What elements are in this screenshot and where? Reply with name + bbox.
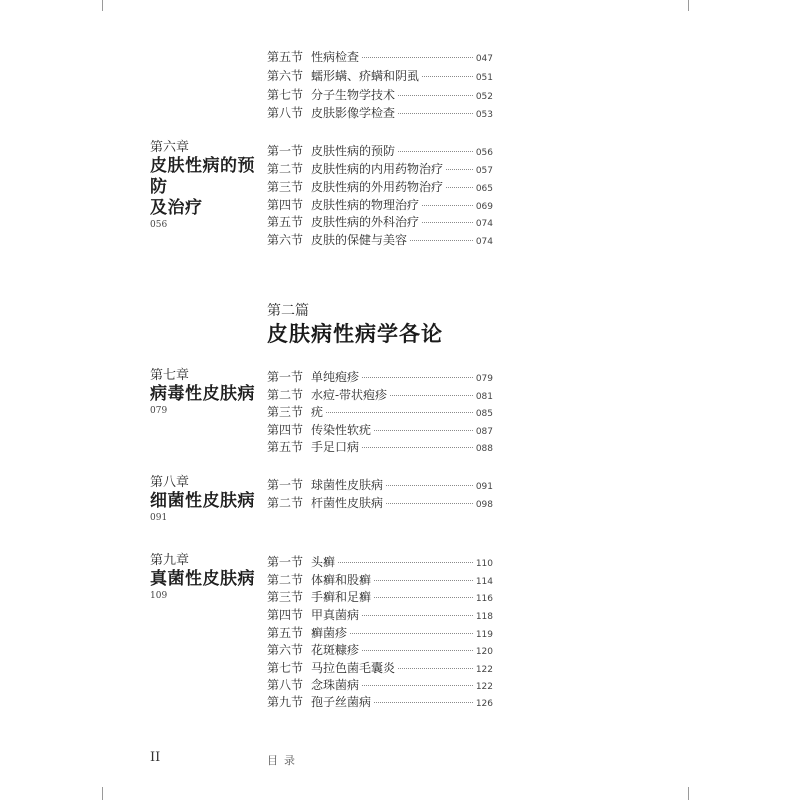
toc-entry[interactable] (267, 386, 493, 403)
section-number: 第七节 (267, 661, 304, 675)
section-number: 第一节 (267, 555, 304, 569)
dot-leader (362, 447, 473, 448)
toc-entry[interactable] (267, 368, 493, 385)
section-number: 第五节 (267, 440, 304, 454)
section-page: 118 (475, 612, 493, 622)
section-page: 088 (475, 444, 493, 454)
section-title: 甲真菌病 (311, 608, 360, 622)
dot-leader (362, 377, 473, 378)
dot-leader (398, 113, 473, 114)
section-title: 花斑糠疹 (311, 643, 360, 657)
section-title: 皮肤的保健与美容 (311, 233, 408, 247)
section-number: 第一节 (267, 370, 304, 384)
page-folio: II (150, 750, 161, 765)
dot-leader (386, 503, 473, 504)
section-title: 球菌性皮肤病 (311, 478, 384, 492)
dot-leader (362, 615, 473, 616)
dot-leader (386, 485, 473, 486)
section-title: 念珠菌病 (311, 678, 360, 692)
section-title: 孢子丝菌病 (311, 695, 372, 709)
section-title: 皮肤影像学检查 (311, 106, 396, 120)
chapter-page: 091 (150, 513, 168, 523)
toc-entry[interactable] (267, 213, 493, 230)
dot-leader (338, 562, 473, 563)
section-title: 杆菌性皮肤病 (311, 496, 384, 510)
section-page: 114 (475, 577, 493, 587)
chapter-number: 第九章 (150, 553, 190, 568)
section-page: 047 (475, 54, 493, 64)
section-page: 120 (475, 647, 493, 657)
section-number: 第一节 (267, 144, 304, 158)
section-page: 110 (475, 559, 493, 569)
chapter-title-line2: 及治疗 (150, 198, 203, 218)
dot-leader (422, 205, 473, 206)
chapter-number: 第七章 (150, 368, 190, 383)
section-number: 第二节 (267, 388, 304, 402)
section-number: 第八节 (267, 106, 304, 120)
section-title: 传染性软疣 (311, 423, 372, 437)
section-title: 水痘-带状疱疹 (311, 388, 388, 402)
dot-leader (374, 430, 473, 431)
dot-leader (446, 187, 473, 188)
section-number: 第六节 (267, 69, 304, 83)
dot-leader (422, 76, 473, 77)
section-page: 081 (475, 392, 493, 402)
section-page: 091 (475, 482, 493, 492)
toc-entry[interactable] (267, 160, 493, 177)
section-title: 头癣 (311, 555, 336, 569)
dot-leader (410, 240, 473, 241)
section-title: 皮肤性病的预防 (311, 144, 396, 158)
chapter-heading-6[interactable] (150, 140, 265, 232)
toc-entry[interactable] (267, 438, 493, 455)
section-page: 087 (475, 427, 493, 437)
toc-entry[interactable] (267, 48, 493, 65)
section-number: 第四节 (267, 608, 304, 622)
section-number: 第七节 (267, 88, 304, 102)
toc-entry[interactable] (267, 641, 493, 658)
running-head: 目录 (267, 754, 301, 767)
section-number: 第二节 (267, 496, 304, 510)
dot-leader (374, 597, 473, 598)
toc-entry[interactable] (267, 403, 493, 420)
dot-leader (446, 169, 473, 170)
toc-entry[interactable] (267, 421, 493, 438)
section-title: 癣菌疹 (311, 626, 348, 640)
section-title: 单纯疱疹 (311, 370, 360, 384)
section-page: 122 (475, 682, 493, 692)
section-page: 052 (475, 92, 493, 102)
part-title: 皮肤病性病学各论 (267, 321, 443, 346)
section-page: 051 (475, 73, 493, 83)
section-title: 马拉色菌毛囊炎 (311, 661, 396, 675)
section-page: 116 (475, 594, 493, 604)
dot-leader (398, 95, 473, 96)
dot-leader (390, 395, 473, 396)
chapter-number: 第六章 (150, 140, 190, 155)
section-page: 056 (475, 148, 493, 158)
toc-entry[interactable] (267, 693, 493, 710)
section-title: 皮肤性病的内用药物治疗 (311, 162, 444, 176)
dot-leader (362, 650, 473, 651)
toc-entry[interactable] (267, 86, 493, 103)
toc-entry[interactable] (267, 659, 493, 676)
toc-entry[interactable] (267, 588, 493, 605)
section-title: 手足口病 (311, 440, 360, 454)
section-number: 第九节 (267, 695, 304, 709)
section-title: 蠕形螨、疥螨和阴虱 (311, 69, 420, 83)
dot-leader (326, 412, 473, 413)
section-title: 皮肤性病的外科治疗 (311, 215, 420, 229)
chapter-heading-7[interactable] (150, 368, 265, 418)
section-page: 122 (475, 665, 493, 675)
section-title: 疣 (311, 405, 324, 419)
toc-entry[interactable] (267, 142, 493, 159)
chapter-page: 109 (150, 591, 168, 601)
section-page: 069 (475, 202, 493, 212)
dot-leader (350, 633, 473, 634)
toc-entry[interactable] (267, 553, 493, 570)
chapter-title-line1: 皮肤性病的预防 (150, 156, 255, 197)
section-number: 第四节 (267, 198, 304, 212)
toc-entry[interactable] (267, 494, 493, 511)
chapter-page: 056 (150, 220, 168, 230)
section-number: 第五节 (267, 215, 304, 229)
section-page: 074 (475, 237, 493, 247)
section-page: 098 (475, 500, 493, 510)
section-number: 第三节 (267, 405, 304, 419)
section-number: 第五节 (267, 50, 304, 64)
section-number: 第五节 (267, 626, 304, 640)
dot-leader (422, 222, 473, 223)
chapter-page: 079 (150, 406, 168, 416)
section-number: 第二节 (267, 162, 304, 176)
section-page: 126 (475, 699, 493, 709)
dot-leader (362, 57, 473, 58)
chapter-number: 第八章 (150, 475, 190, 490)
section-number: 第六节 (267, 233, 304, 247)
section-title: 皮肤性病的外用药物治疗 (311, 180, 444, 194)
toc-entry[interactable] (267, 624, 493, 641)
section-title: 分子生物学技术 (311, 88, 396, 102)
section-number: 第三节 (267, 590, 304, 604)
chapter-title: 细菌性皮肤病 (150, 491, 255, 511)
dot-leader (398, 151, 473, 152)
section-title: 性病检查 (311, 50, 360, 64)
toc-entry[interactable] (267, 104, 493, 121)
dot-leader (398, 668, 473, 669)
chapter-title: 真菌性皮肤病 (150, 569, 255, 589)
section-number: 第四节 (267, 423, 304, 437)
section-number: 第三节 (267, 180, 304, 194)
section-page: 065 (475, 184, 493, 194)
section-page: 119 (475, 630, 493, 640)
chapter-heading-9[interactable] (150, 553, 265, 603)
toc-entry[interactable] (267, 606, 493, 623)
toc-entry[interactable] (267, 476, 493, 493)
toc-entry[interactable] (267, 178, 493, 195)
section-page: 053 (475, 110, 493, 120)
section-title: 皮肤性病的物理治疗 (311, 198, 420, 212)
section-number: 第八节 (267, 678, 304, 692)
section-page: 057 (475, 166, 493, 176)
chapter-title: 病毒性皮肤病 (150, 384, 255, 404)
dot-leader (362, 685, 473, 686)
section-number: 第二节 (267, 573, 304, 587)
chapter-heading-8[interactable] (150, 475, 265, 525)
section-title: 体癣和股癣 (311, 573, 372, 587)
section-page: 074 (475, 219, 493, 229)
toc-entry[interactable] (267, 67, 493, 84)
dot-leader (374, 580, 473, 581)
section-number: 第六节 (267, 643, 304, 657)
part-label: 第二篇 (267, 303, 309, 319)
section-page: 079 (475, 374, 493, 384)
section-number: 第一节 (267, 478, 304, 492)
toc-entry[interactable] (267, 571, 493, 588)
toc-entry[interactable] (267, 676, 493, 693)
section-title: 手癣和足癣 (311, 590, 372, 604)
toc-entry[interactable] (267, 231, 493, 248)
section-page: 085 (475, 409, 493, 419)
dot-leader (374, 702, 473, 703)
toc-entry[interactable] (267, 196, 493, 213)
